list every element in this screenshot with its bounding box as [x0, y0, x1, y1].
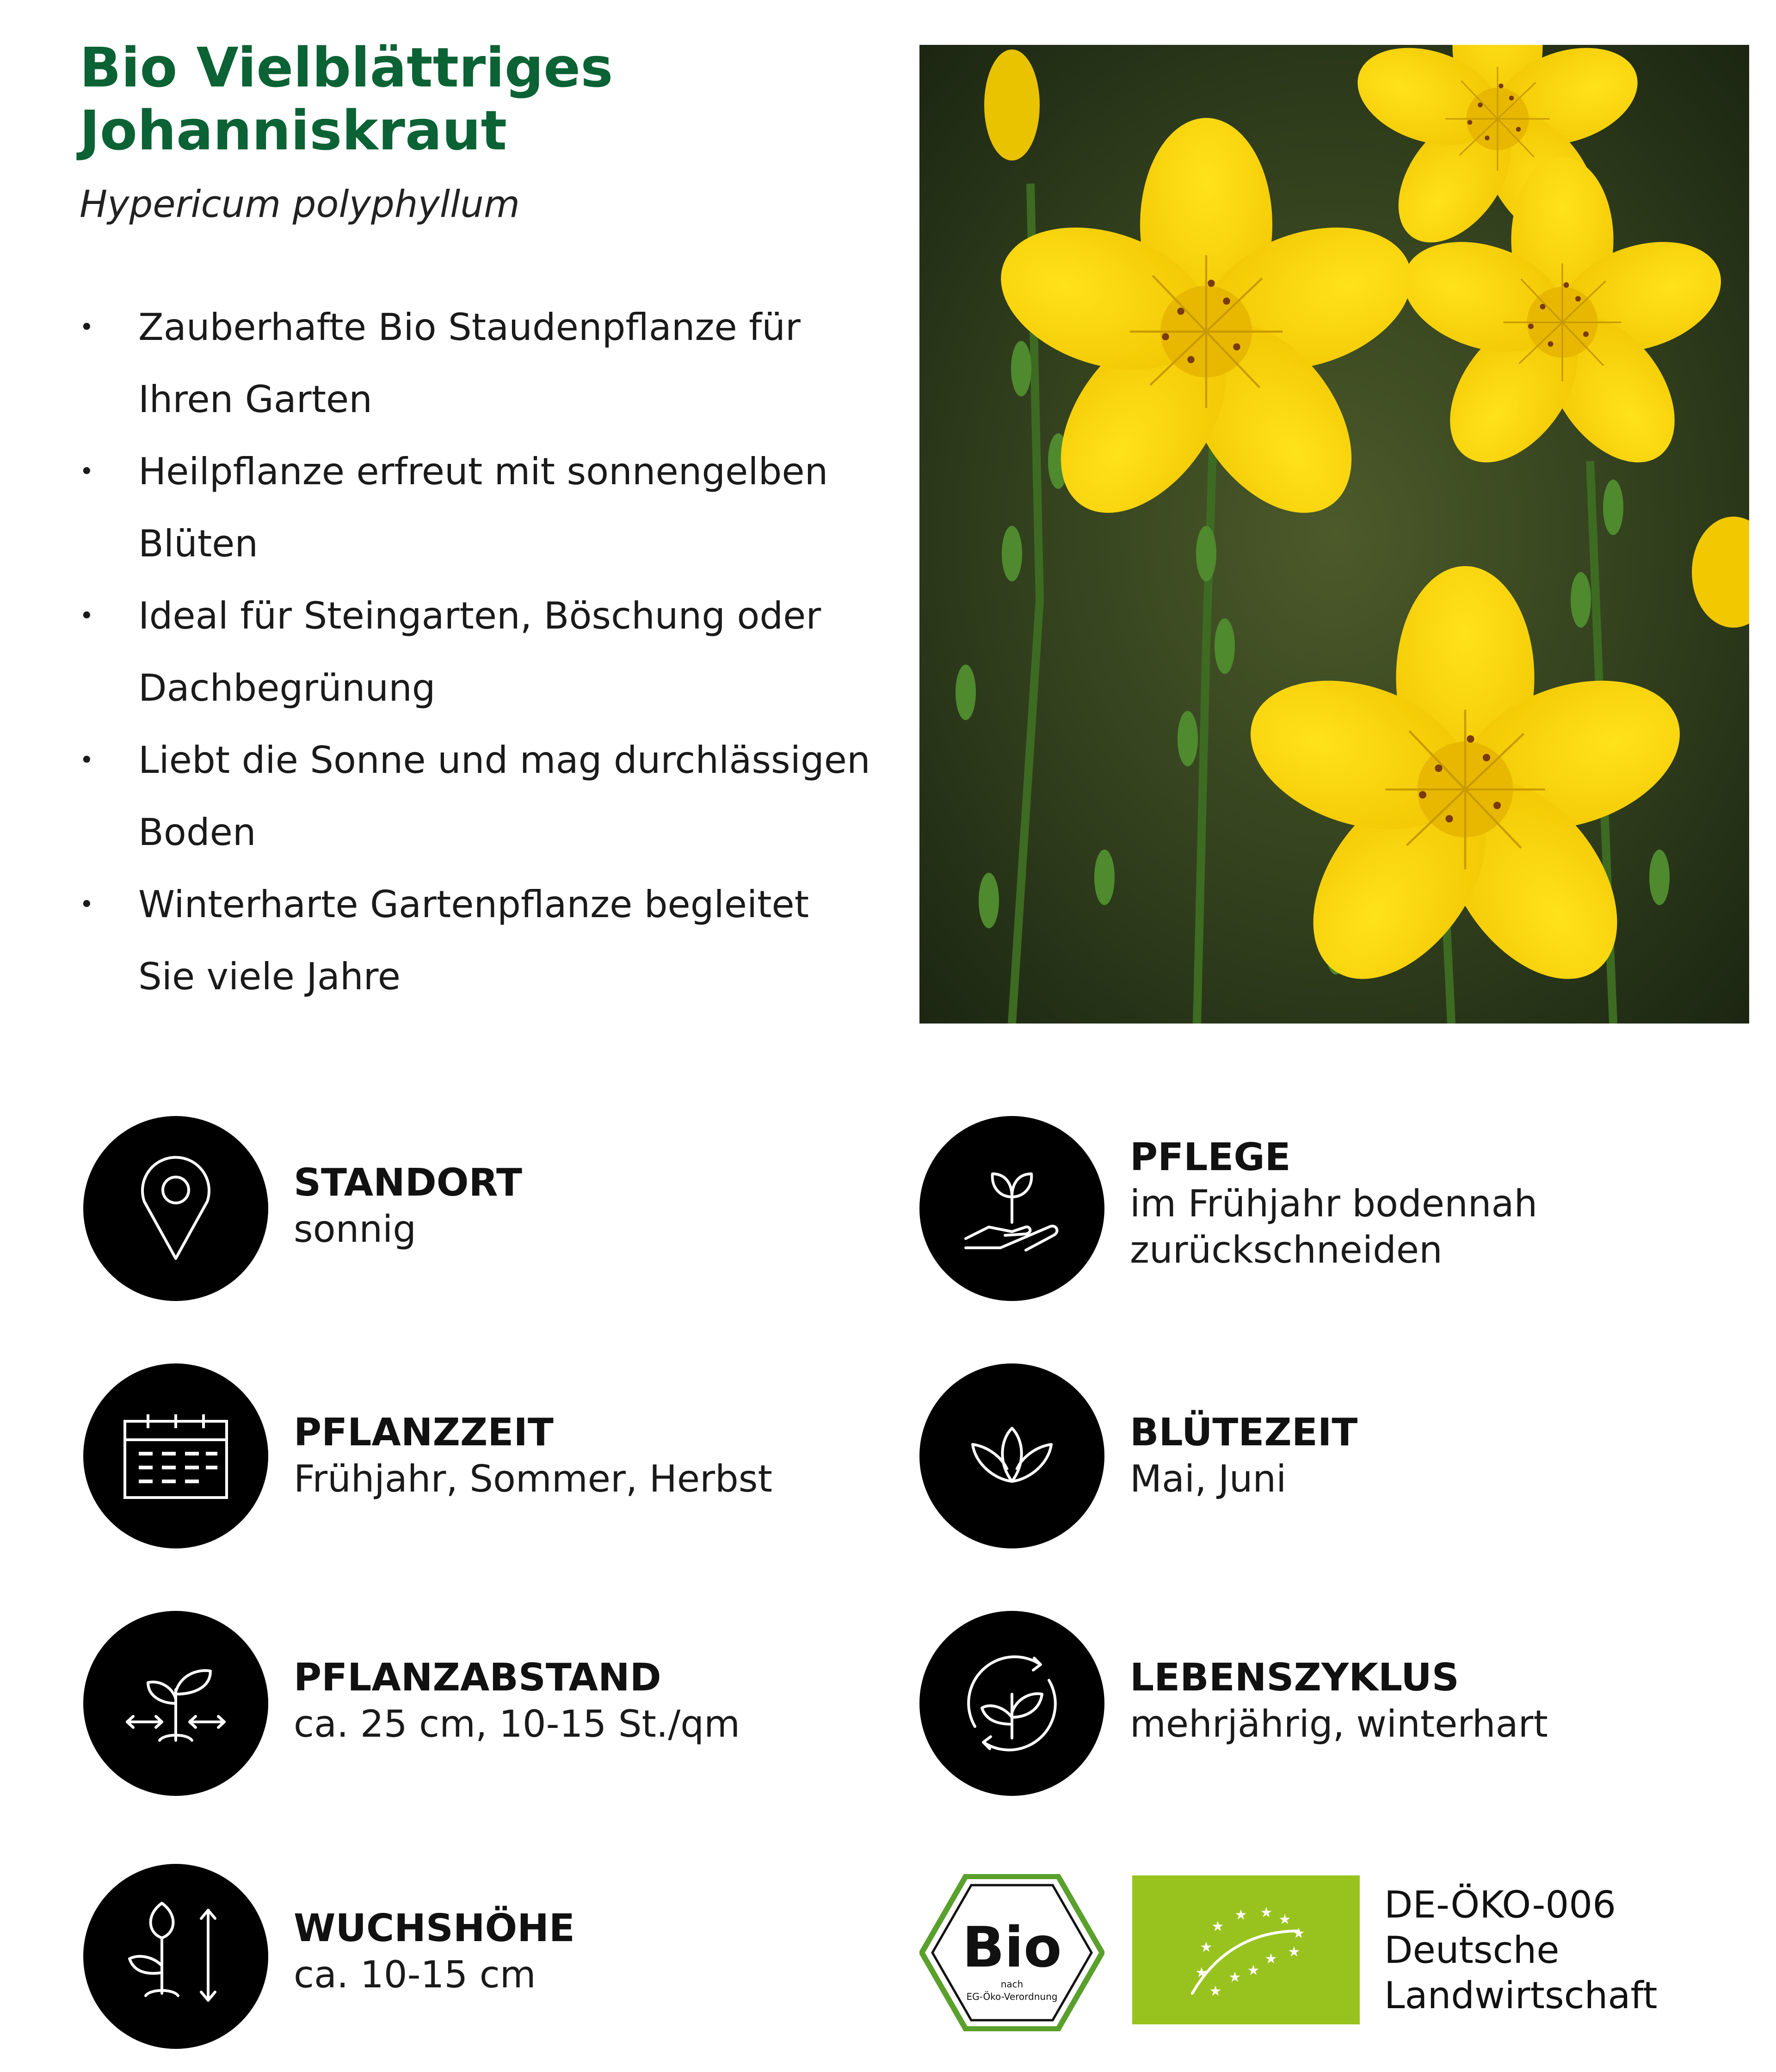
- bullet-icon: •: [80, 746, 94, 774]
- feature-lebenszyklus: [919, 1611, 1752, 1796]
- feature-pflege: [919, 1116, 1752, 1301]
- bullet-icon: •: [80, 458, 94, 486]
- bullet-line1: Heilpflanze erfreut mit sonnengelben: [138, 450, 828, 493]
- feature-pflanzabstand: [83, 1611, 870, 1796]
- product-title: [80, 36, 866, 162]
- svg-text:★: ★: [1247, 1962, 1260, 1979]
- svg-text:★: ★: [1292, 1925, 1305, 1942]
- standort-value: sonnig: [294, 1208, 417, 1251]
- list-item: [80, 436, 875, 580]
- certification-origin-line1: Deutsche: [1384, 1929, 1560, 1972]
- feature-pflanzzeit: [83, 1363, 870, 1548]
- bullet-icon: •: [80, 314, 94, 341]
- location-pin-icon: [83, 1116, 268, 1301]
- feature-standort: [83, 1116, 870, 1301]
- pflege-value-line2: zurückschneiden: [1130, 1228, 1443, 1271]
- bullet-icon: •: [80, 602, 94, 630]
- standort-label: STANDORT: [294, 1161, 522, 1205]
- product-title-line1: Bio Vielblättriges: [80, 36, 613, 99]
- bullet-line1: Zauberhafte Bio Staudenpflanze für: [138, 306, 801, 349]
- list-item: [80, 869, 875, 1013]
- wuchshoehe-label: WUCHSHÖHE: [294, 1906, 575, 1950]
- bullet-line2: Dachbegrünung: [138, 666, 436, 709]
- certification-origin-line2: Landwirtschaft: [1384, 1974, 1658, 2017]
- lotus-flower-icon: [919, 1363, 1104, 1548]
- latin-name: Hypericum polyphyllum: [80, 183, 520, 226]
- svg-text:★: ★: [1200, 1939, 1213, 1955]
- bullet-line2: Blüten: [138, 522, 259, 565]
- calendar-icon: [83, 1363, 268, 1548]
- hand-sprout-icon: [919, 1116, 1104, 1301]
- list-item: [80, 291, 875, 436]
- list-item: [80, 580, 875, 724]
- bio-seal-text: Bio: [962, 1916, 1062, 1980]
- svg-text:★: ★: [1278, 1912, 1291, 1928]
- product-photo: [919, 45, 1749, 1024]
- bullet-line2: Sie viele Jahre: [138, 955, 401, 998]
- certification-code: DE-ÖKO-006: [1384, 1883, 1616, 1926]
- pflanzzeit-value: Frühjahr, Sommer, Herbst: [294, 1457, 772, 1500]
- pflege-label: PFLEGE: [1130, 1135, 1291, 1179]
- eu-organic-leaf-logo: [1132, 1875, 1360, 2024]
- product-title-line2: Johanniskraut: [80, 99, 507, 162]
- bullet-line1: Liebt die Sonne und mag durchlässigen: [138, 739, 870, 782]
- feature-bullet-list: [80, 291, 875, 1013]
- pflanzabstand-label: PFLANZABSTAND: [294, 1656, 661, 1700]
- svg-text:★: ★: [1209, 1983, 1222, 1999]
- plant-spacing-icon: [83, 1611, 268, 1796]
- cycle-leaf-icon: [919, 1611, 1104, 1796]
- pflanzzeit-label: PFLANZZEIT: [294, 1411, 554, 1455]
- bullet-line2: Ihren Garten: [138, 378, 372, 421]
- flower-photo-illustration: [919, 45, 1749, 1024]
- list-item: [80, 724, 875, 869]
- feature-wuchshoehe: [83, 1864, 870, 2049]
- feature-bluetezeit: [919, 1363, 1752, 1548]
- lebenszyklus-value: mehrjährig, winterhart: [1130, 1702, 1548, 1745]
- bullet-line2: Boden: [138, 811, 256, 854]
- bluetezeit-label: BLÜTEZEIT: [1130, 1411, 1358, 1455]
- bio-seal-logo: [919, 1874, 1104, 2033]
- wuchshoehe-value: ca. 10-15 cm: [294, 1953, 536, 1996]
- bio-seal-sub1: nach: [1000, 1979, 1024, 1990]
- bluetezeit-value: Mai, Juni: [1130, 1457, 1287, 1500]
- svg-text:★: ★: [1195, 1965, 1208, 1981]
- svg-text:★: ★: [1260, 1905, 1273, 1921]
- pflanzabstand-value: ca. 25 cm, 10-15 St./qm: [294, 1702, 740, 1745]
- pflege-value-line1: im Frühjahr bodennah: [1130, 1182, 1538, 1225]
- svg-text:★: ★: [1288, 1944, 1301, 1960]
- bullet-line1: Ideal für Steingarten, Böschung oder: [138, 594, 821, 637]
- bullet-icon: •: [80, 891, 94, 919]
- plant-height-icon: [83, 1864, 268, 2049]
- svg-text:★: ★: [1211, 1918, 1224, 1935]
- svg-text:★: ★: [1234, 1907, 1247, 1923]
- lebenszyklus-label: LEBENSZYKLUS: [1130, 1656, 1459, 1700]
- bio-seal-sub2: EG-Öko-Verordnung: [966, 1991, 1058, 2002]
- bullet-line1: Winterharte Gartenpflanze begleitet: [138, 883, 809, 926]
- svg-text:★: ★: [1264, 1951, 1277, 1967]
- certification-text: [1384, 1882, 1658, 2018]
- svg-text:★: ★: [1228, 1969, 1241, 1986]
